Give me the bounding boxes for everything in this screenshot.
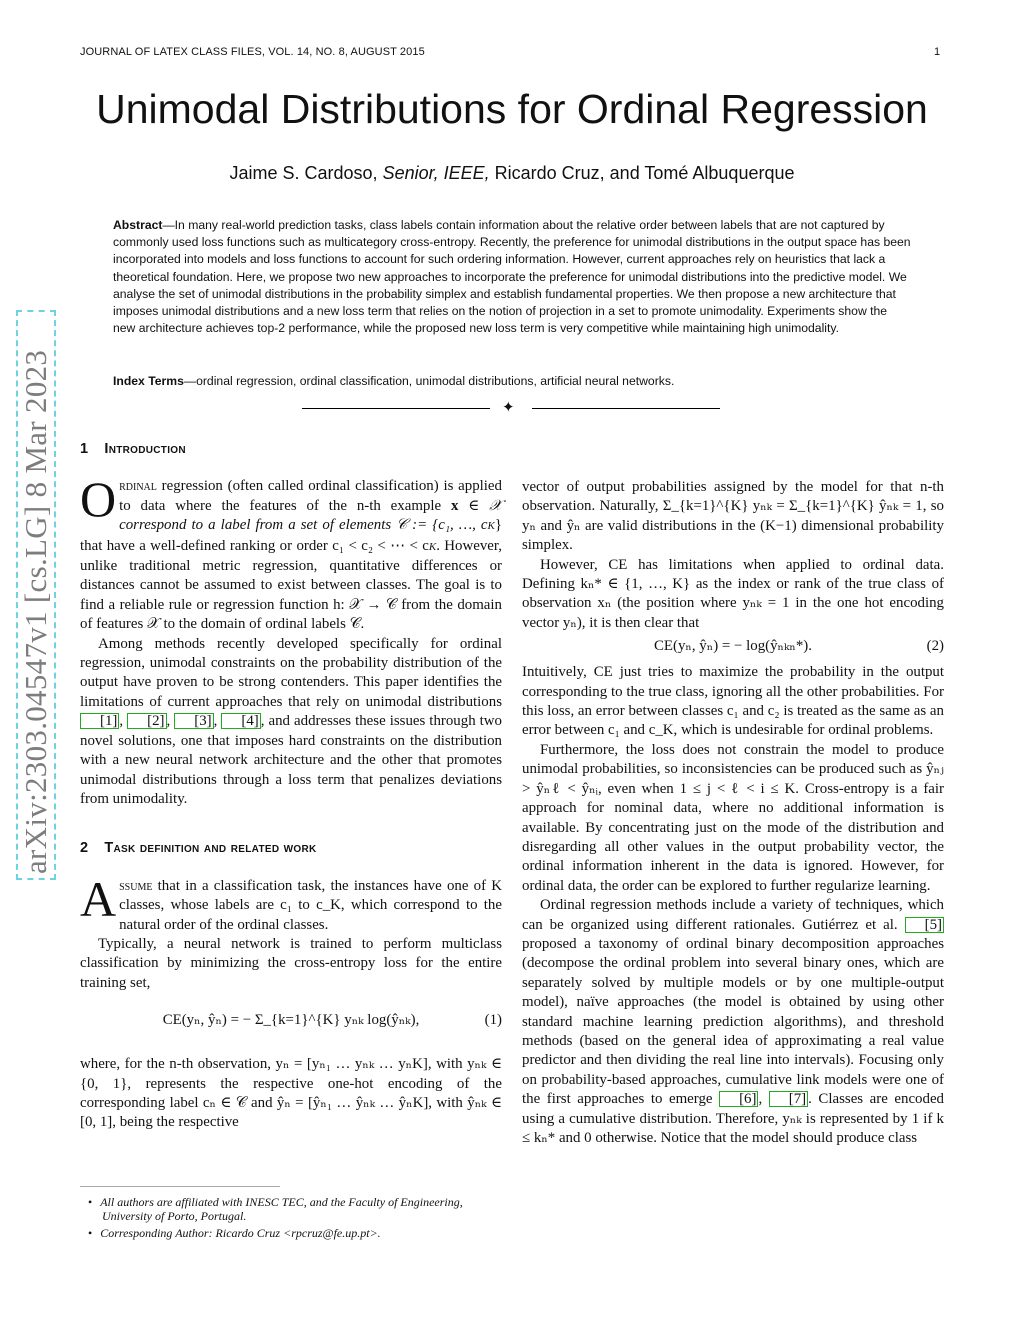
right-p5-a: Ordinal regression methods include a variety of techniques, which can be organized using different rationales. Gutiérrez et al. [522,897,944,933]
intro-sub-k2: K [428,540,437,553]
right-p5-c: . Classes are encoded using a cumulative distribution. Therefore, yₙₖ is represented by 1 if k ≤ kₙ* and 0 otherwise. Notice that the model should produce class [522,1091,945,1146]
footnote-2-text: Corresponding Author: Ricardo Cruz <rpcruz@fe.up.pt>. [100,1226,381,1240]
equation-2-number: (2) [926,638,944,655]
arxiv-identifier: arXiv:2303.04547v1 [cs.LG] 8 Mar 2023 [16,310,56,880]
citation-6[interactable]: [6] [719,1091,758,1107]
right-column [522,478,944,1148]
section-separator [302,398,722,418]
footnotes [80,1195,502,1243]
index-terms [113,373,912,390]
separator-line-left [302,408,490,409]
equation-1 [80,993,502,1055]
authors-rest: Ricardo Cruz, and Tomé Albuquerque [494,163,795,183]
right-paragraph-4: Furthermore, the loss does not constrain the model to produce unimodal probabilities, so inconsistencies can be produced such as ŷₙⱼ > ŷₙℓ < ŷₙᵢ, even when 1 ≤ j < ℓ < i ≤ K. Cross-entropy is a fair approach for nominal data, where no additional information is available. By concentrating just on the mode of the distribution and disregarding all other values in the output probability vector, the ordinal information inherent in the data is ignored. However, for ordinal data, the order can be explored to further regularize learning. [522,741,944,894]
task-paragraph-3: where, for the n-th observation, yₙ = [yₙ₁ … yₙₖ … yₙK], with yₙₖ ∈ {0, 1}, represents the respective one-hot encoding of the corresponding label cₙ ∈ 𝒞 and ŷₙ = [ŷₙ₁ … ŷₙₖ … ŷₙK], with ŷₙₖ ∈ [0, 1], being the respective [80,1056,502,1131]
index-terms-label: Index Terms [113,374,184,388]
citation-1[interactable]: [1] [80,713,119,729]
paper-title: Unimodal Distributions for Ordinal Regression [96,86,928,132]
section-2-number: 2 [80,840,89,857]
right-paragraph-2: However, CE has limitations when applied to ordinal data. Defining kₙ* ∈ {1, …, K} as the index or rank of the true class of observation xₙ (the position where yₙₖ = 1 in the one hot encoding vector yₙ), it is then clear that [522,556,944,631]
task-text-1: that in a classification task, the instances have one of K classes, whose labels are c₁ to c_K, which correspond to the natural order of the ordinal classes. [119,877,502,933]
section-1-heading [80,440,502,459]
author-role: Senior, IEEE, [382,163,490,183]
right-p5-b: proposed a taxonomy of ordinal binary decomposition approaches (decompose the ordinal problem into several binary ones, which are separately solved by multiple models or by one multiple-output model), naïve approaches (the model is obtained by using other standard machine learning prediction algorithms), and threshold methods (based on the general idea of approximating a real value predictor and then dividing the real line into intervals). Focusing only on probability-based approaches, cumulative link models were one of the first approaches to emerge [522,935,944,1108]
section-1-number: 1 [80,441,89,457]
intro-text-e: . However, unlike traditional metric regression, quantitative differences or distances cannot be assumed to exist between classes. The goal is to find a reliable rule or regression function h: 𝒳 → 𝒞 from the domain of features 𝒳 to the domain of ordinal labels 𝒞. [80,537,502,633]
equation-1-number: (1) [484,1012,502,1029]
equation-2-body: CE(yₙ, ŷₙ) = − log(ŷₙₖₙ*). [653,638,812,655]
author-list [0,163,1024,184]
intro-text-d: } that have a well-defined ranking or order c₁ < c₂ < ⋯ < c [80,517,502,554]
section-2-heading [80,839,502,858]
citation-5[interactable]: [5] [905,917,944,933]
abstract-text: —In many real-world prediction tasks, class labels contain information about the relative order between labels that are not captured by commonly used loss functions such as multicategory cross-entropy. Recently, the preference for unimodal distributions in the output space has been incorporated into models and loss functions to account for such ordering information. However, current approaches rely on heuristics that lack a theoretical foundation. Here, we propose two new approaches to incorporate the preference for unimodal distributions into the predictive model. We analyse the set of unimodal distributions in the probability simplex and establish fundamental properties. We then propose a new architecture that imposes unimodal distributions and a new loss term that relies on the notion of projection in a set to promote unimodality. Experiments show the new architecture achieves top-2 performance, while the proposed new loss term is very competitive while maintaining high unimodality. [113,218,911,336]
footnote-rule [80,1186,280,1187]
page-number: 1 [934,46,941,58]
index-terms-text: —ordinal regression, ordinal classification, unimodal distributions, artificial neural networks. [183,374,675,388]
task-paragraph-2: Typically, a neural network is trained to perform multiclass classification by minimizing the cross-entropy loss for the entire training set, [80,935,502,991]
abstract [113,217,912,337]
section-1-title: Introduction [104,441,186,457]
task-paragraph-1 [80,870,502,935]
footnote-corresponding [80,1226,502,1240]
footnote-affiliation [80,1195,502,1223]
dropcap-o: O [80,471,117,528]
bullet-icon: • [88,1226,93,1240]
intro-math-x: x [450,497,459,514]
equation-1-body: CE(yₙ, ŷₙ) = − Σ_{k=1}^{K} yₙₖ log(ŷₙₖ), [162,1012,420,1029]
right-paragraph-5: Ordinal regression methods include a variety of techniques, which can be organized using different rationales. Gutiérrez et al. [5] proposed a taxonomy of ordinal binary decomposition approaches (decompose the ordinal problem into several binary ones, which are separately solved by multiple models or by one multiple-output model), naïve approaches (the model is obtained by using other standard machine learning prediction algorithms), and threshold methods (based on the general idea of approximating a real value predictor and then dividing the real line into intervals). Focusing only on probability-based approaches, cumulative link models were one of the first approaches to emerge [6] , [7] . Classes are encoded using a cumulative distribution. Therefore, yₙₖ is represented by 1 if k ≤ kₙ* and 0 otherwise. Notice that the model should produce class [522,897,945,1146]
citation-2[interactable]: [2] [127,713,166,729]
equation-2 [522,633,944,663]
authors-first: Jaime S. Cardoso, [229,163,378,183]
dropcap-a: A [80,870,117,927]
intro-text-a: regression (often called ordinal classification) is applied to data where the features of the n-th example [119,478,502,514]
citation-3[interactable]: [3] [174,713,213,729]
separator-line-right [532,408,720,409]
intro-paragraph-1 [80,471,502,634]
intro-p2-a: Among methods recently developed specifically for ordinal regression, unimodal constraints on the probability distribution of the output have proven to be strong contenders. This paper identifies the limitations of current approaches that rely on unimodal distributions [80,635,502,710]
intro-paragraph-2: Among methods recently developed specifically for ordinal regression, unimodal constraints on the probability distribution of the output have proven to be strong contenders. This paper identifies the limitations of current approaches that rely on unimodal distributions [1] , [2] , [3] , [4] , and addresses these issues through two novel solutions, one that imposes hard constraints on the distribution with a new neural network architecture and the other that promotes unimodal distributions through a loss term that penalizes deviations from unimodality. [80,635,502,807]
left-column [80,440,502,1133]
intro-text-c: ∈ 𝒳 correspond to a label from a set of elements 𝒞 := {c₁, …, c [119,497,502,534]
citation-7[interactable]: [7] [769,1091,808,1107]
citation-4[interactable]: [4] [221,713,260,729]
intro-p2-b: , and addresses these issues through two novel solutions, one that imposes hard constraints on the distribution with a new neural network architecture and the other that promotes unimodal distributions through a loss term that penalizes deviations from unimodality. [80,713,502,807]
separator-star-icon: ✦ [502,400,515,416]
running-header: JOURNAL OF LATEX CLASS FILES, VOL. 14, NO. 8, AUGUST 2015 [80,46,425,58]
right-paragraph-3: Intuitively, CE just tries to maximize the probability in the output corresponding to the true class, ignoring all the other probabilities. For this loss, an error between classes c₁ and c₂ is treated as the same as an error between c₁ and c_K, which is undesirable for ordinal problems. [522,664,944,739]
abstract-label: Abstract [113,218,163,232]
lead-word-2: ssume [119,877,153,894]
right-paragraph-1: vector of output probabilities assigned by the model for that n-th observation. Naturally, Σ_{k=1}^{K} yₙₖ = Σ_{k=1}^{K} ŷₙₖ = 1, so yₙ and ŷₙ are valid distributions in the (K−1) dimensional probability simplex. [522,479,944,554]
intro-sub-k1: K [487,520,495,533]
footnote-1-text: All authors are affiliated with INESC TEC, and the Faculty of Engineering, University of Porto, Portugal. [100,1195,463,1223]
section-2-title: Task definition and related work [104,840,317,857]
lead-word: rdinal [119,478,157,495]
bullet-icon: • [88,1195,93,1209]
